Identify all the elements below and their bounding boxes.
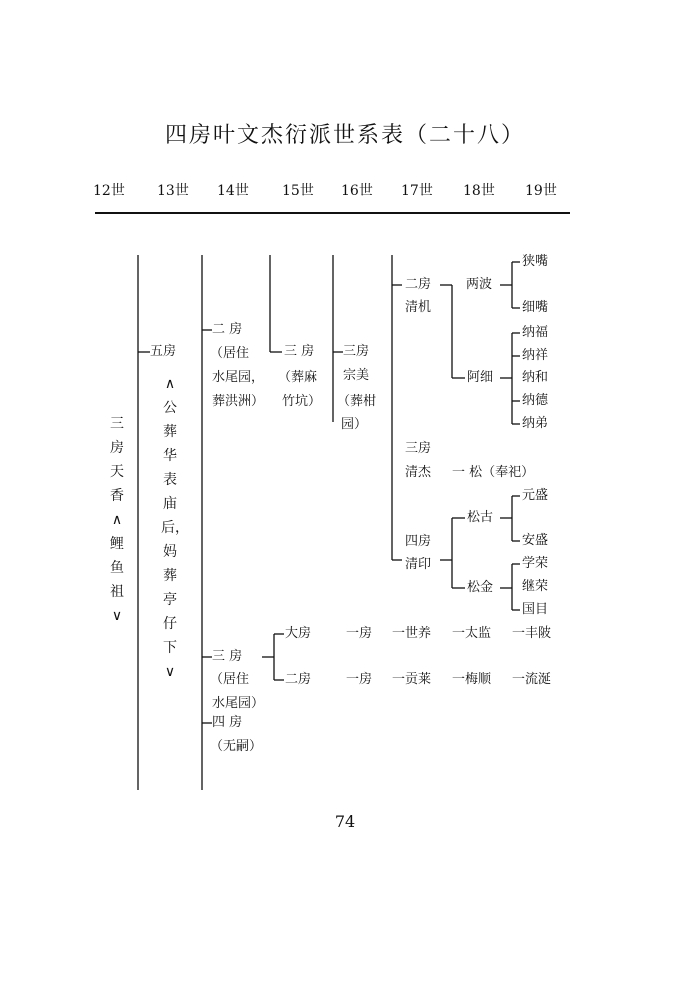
generation-header-13: 13世 [157, 183, 189, 199]
generation-header-19: 19世 [525, 183, 557, 199]
row-a-g16: 一房 [346, 626, 373, 641]
g14-erfang-note-1: （居住 [210, 346, 250, 361]
g17-sanfang: 三房 [405, 441, 432, 456]
generation-header-16: 16世 [341, 183, 373, 199]
g16-sanfang: 三房 [343, 344, 370, 359]
g18-liangbo: 两波 [466, 277, 493, 292]
row-b-g16: 一房 [346, 672, 373, 687]
g17-erfang: 二房 [405, 277, 432, 292]
generation-header-18: 18世 [463, 183, 495, 199]
generation-header-14: 14世 [217, 183, 249, 199]
g16-note-1: （葬柑 [337, 394, 377, 409]
g14-sifang: 四 房 [212, 715, 243, 730]
g18-axi: 阿细 [467, 370, 494, 385]
generation-header-12: 12世 [93, 183, 125, 199]
g19-name-5: 纳和 [522, 370, 549, 385]
g19-name-9: 安盛 [522, 533, 549, 548]
g18-song: 一 松（奉祀） [452, 465, 535, 480]
g19-name-2: 细嘴 [522, 300, 549, 315]
g18-songjin: 松金 [467, 580, 494, 595]
row-a-g19: 一丰陂 [512, 626, 552, 641]
g19-name-3: 纳福 [522, 325, 549, 340]
generation-header-15: 15世 [282, 183, 314, 199]
g14-erfang-note-3: 葬洪洲） [212, 394, 265, 409]
g14-sanfang: 三 房 [212, 649, 243, 664]
g15-dafang: 大房 [285, 626, 312, 641]
g19-name-4: 纳祥 [522, 348, 549, 363]
g13-burial-note: ∧公葬华表庙后，妈葬亭仔下∨ [161, 376, 189, 680]
g14-sifang-note: （无嗣） [210, 739, 263, 754]
g19-name-12: 国目 [522, 602, 549, 617]
g17-sifang: 四房 [405, 534, 432, 549]
g14-erfang-note-2: 水尾园， [212, 370, 265, 385]
g16-note-2: 园） [341, 417, 368, 432]
g12-sanfang-tiansiang: 三房天香∧鲤鱼祖∨ [110, 416, 124, 624]
g19-name-1: 狭嘴 [522, 254, 549, 269]
row-a-g18: 一太监 [452, 626, 492, 641]
g15-sanfang: 三 房 [284, 344, 315, 359]
g17-qingyin: 清印 [405, 557, 432, 572]
row-b-g18: 一梅顺 [452, 672, 492, 687]
g14-erfang: 二 房 [212, 322, 243, 337]
page-number: 74 [334, 812, 356, 831]
g16-zongmei: 宗美 [343, 368, 370, 383]
g13-wufang: 五房 [150, 344, 177, 359]
g18-songgu: 松古 [467, 510, 494, 525]
g19-name-7: 纳弟 [522, 416, 549, 431]
row-b-g17: 一贡莱 [392, 672, 432, 687]
g14-sanfang-note-1: （居住 [210, 672, 250, 687]
row-b-g19: 一流涎 [512, 672, 552, 687]
g15-erfang: 二房 [285, 672, 312, 687]
g19-name-8: 元盛 [522, 488, 549, 503]
g19-name-11: 继荣 [522, 579, 549, 594]
table-title: 四房叶文杰衍派世系表（二十八） [164, 123, 525, 148]
g17-qingjie: 清杰 [405, 465, 432, 480]
g15-note-2: 竹坑） [282, 394, 322, 409]
g19-name-6: 纳德 [522, 393, 549, 408]
row-a-g17: 一世养 [392, 626, 432, 641]
g17-qingji: 清机 [405, 300, 432, 315]
g15-note-1: （葬麻 [278, 370, 318, 385]
g14-sanfang-note-2: 水尾园） [212, 696, 265, 711]
g19-name-10: 学荣 [522, 556, 549, 571]
generation-header-17: 17世 [401, 183, 433, 199]
